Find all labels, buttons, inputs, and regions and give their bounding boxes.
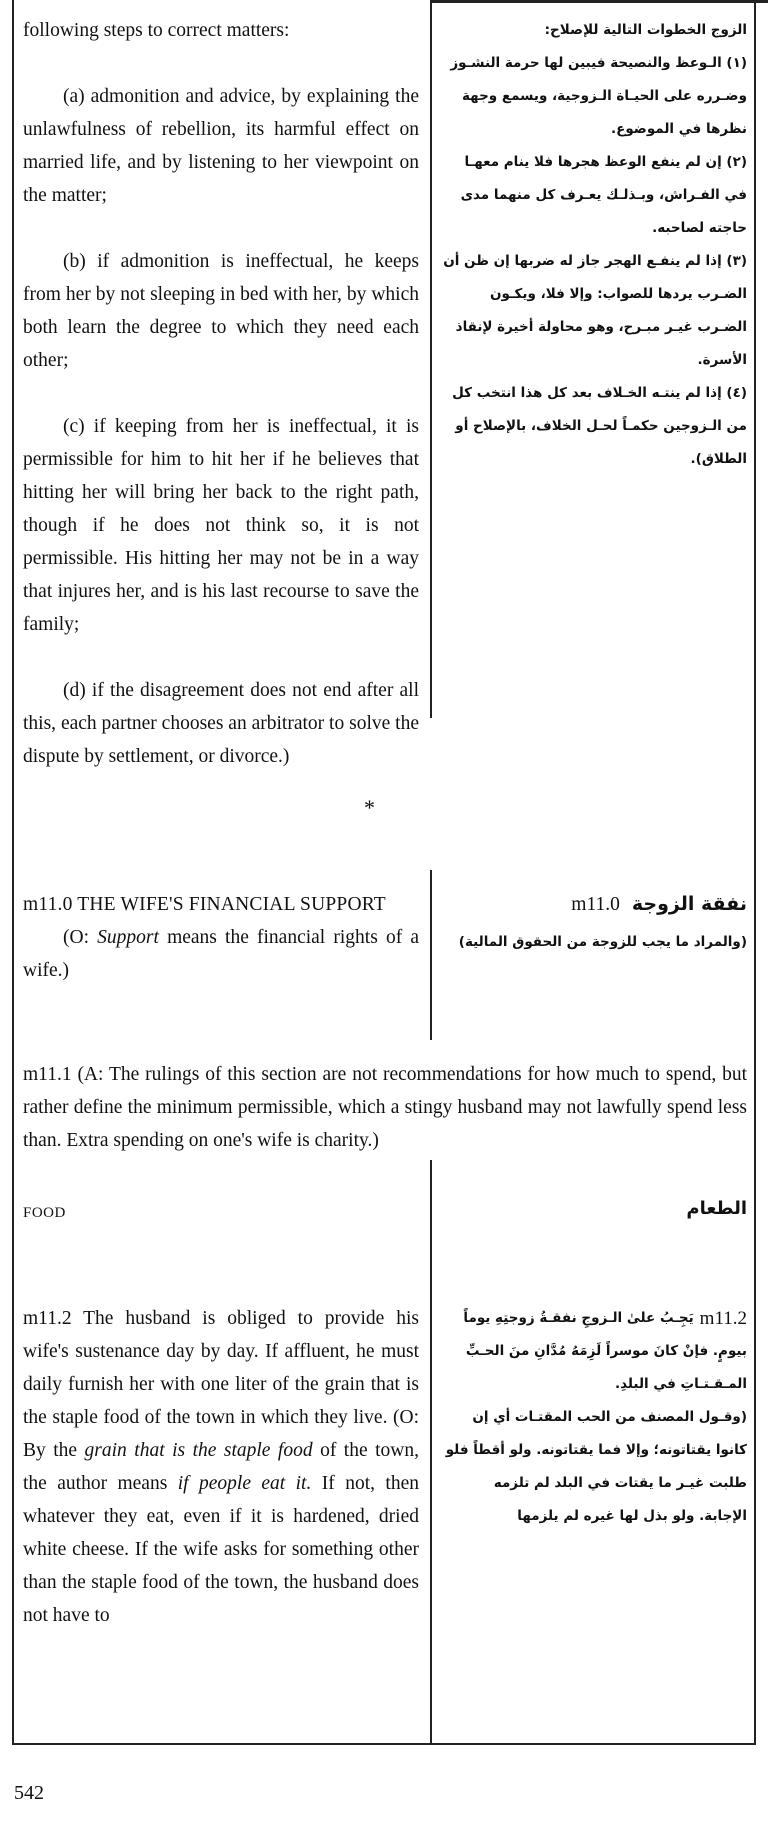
page-number: 542 (14, 1782, 44, 1804)
step-b: (b) if admonition is ineffectual, he keeps from her by not sleeping in bed with her, by which both learn the degree to which they need each other; (23, 251, 419, 371)
m11-2-ar-main-text: يَجِـبُ علىٰ الـزوجِ نفقـةُ زوجتِهِ يوماً بيومٍ. فإنْ كانَ موسراً لَزِمَهُ مُدَّانِ منَ الحـبِّ المـقـتـاتِ في البلدِ. (463, 1310, 747, 1392)
column-divider-bottom (430, 1160, 432, 1743)
left-frame-line (12, 0, 14, 1745)
m11-2-em1: grain that is the staple food (84, 1440, 313, 1461)
m11-2-arabic (442, 1302, 747, 1533)
ar-step-1: (١) الـوعظ والنصيحة فيبين لها حرمة النشـوز وضـرره على الحيـاة الـزوجية، ويسمع وجهة نظرها في الموضوع. (450, 55, 747, 137)
m11-0-note (23, 921, 419, 987)
ar-step-2: (٢) إن لم ينفع الوعظ هجرها فلا ينام معهـا في الفـراش، وبـذلـك يعـرف كل منهما مدى حاجته لصاحبه. (460, 154, 747, 236)
m11-2-text (23, 1302, 419, 1632)
m11-0-note-em: Support (97, 927, 159, 948)
m11-2-part3: If not, then whatever they eat, even if it is hardened, dried white cheese. If the wife asks for something other than the staple food of the town, the husband does not have to (23, 1473, 419, 1626)
right-frame-line (754, 0, 756, 1745)
bottom-frame-line (12, 1743, 756, 1745)
step-c: (c) if keeping from her is ineffectual, it is permissible for him to hit her if he believes that hitting her will bring her back to the right path, though if he does not think so, it is not permissible. His hitting her may not be in a way that injures her, and is his last recourse to save the family; (23, 416, 419, 635)
ar-steps-lead: الزوج الخطوات التالية للإصلاح: (544, 22, 747, 38)
m11-2-part2: of the town, the author means (23, 1440, 419, 1494)
m11-0-title: m11.0 THE WIFE'S FINANCIAL SUPPORT (23, 894, 386, 915)
m11-0-english (23, 888, 419, 987)
m11-0-ar-note: (والمراد ما يجب للزوجة من الحقوق المالية) (458, 934, 747, 950)
section-separator-asterisk: * (364, 795, 375, 820)
m11-0-note-prefix: (O: (63, 927, 98, 948)
m11-2-ar-rest: (وقـول المصنف من الحب المقتـات أي إن كانوا يقتاتونه؛ وإلا فما يقتاتونه. ولو أقطاً فلو طلبت غيـر ما يقتات في البلد لم تلزمه الإجابة. ولو بذل لها غيره لم يلزمها (445, 1409, 747, 1524)
m11-2-ar-main (442, 1302, 747, 1401)
m11-1-text: m11.1 (A: The rulings of this section are not recommendations for how much to spend, but rather define the minimum permissible, which a stingy husband may not lawfully spend less than. Extra spending on one's wife is charity.) (23, 1064, 747, 1151)
step-a: (a) admonition and advice, by explaining the unlawfulness of rebellion, its harmful effect on married life, and by listening to her viewpoint on the matter; (23, 86, 419, 206)
ar-step-3: (٣) إذا لم ينفـع الهجر جاز له ضربها إن ظن أن الضـرب يردها للصواب: وإلا فلا، ويكـون الضـرب غيـر مبـرح، وهو محاولة أخيرة لإنقاذ الأسرة. (443, 253, 747, 368)
m11-2-part1: m11.2 The husband is obliged to provide his wife's sustenance day by day. If affluent, he must daily furnish her with one liter of the grain that is the staple food of the town in which they live. (O: By the (23, 1308, 419, 1461)
arabic-column-steps (442, 14, 747, 476)
m11-0-arabic (442, 888, 747, 959)
m11-0-ar-title: نفقة الزوجة (631, 893, 747, 915)
ar-step-4: (٤) إذا لم ينتـه الخـلاف بعد كل هذا انتخب كل من الـزوجين حكمـاً لحـل الخلاف، بالإصلاح أو الطلاق). (452, 385, 747, 467)
m11-0-ar-code: m11.0 (571, 894, 620, 915)
top-rule (430, 0, 768, 3)
m11-2-ar-code: m11.2 (699, 1308, 747, 1329)
step-d: (d) if the disagreement does not end after all this, each partner chooses an arbitrator to solve the dispute by settlement, or divorce.) (23, 680, 419, 767)
food-heading-ar: الطعام (686, 1198, 747, 1219)
column-divider-middle (430, 870, 432, 1040)
steps-lead: following steps to correct matters: (23, 20, 290, 41)
column-divider-top (430, 0, 432, 718)
english-column-steps (23, 14, 419, 773)
food-heading-en: FOOD (23, 1205, 66, 1221)
m11-2-em2: if people eat it. (177, 1473, 312, 1494)
m11-2-english (23, 1302, 419, 1632)
m11-1-paragraph (23, 1058, 747, 1157)
m11-0-note-rest: means the financial rights of a wife.) (23, 927, 420, 981)
